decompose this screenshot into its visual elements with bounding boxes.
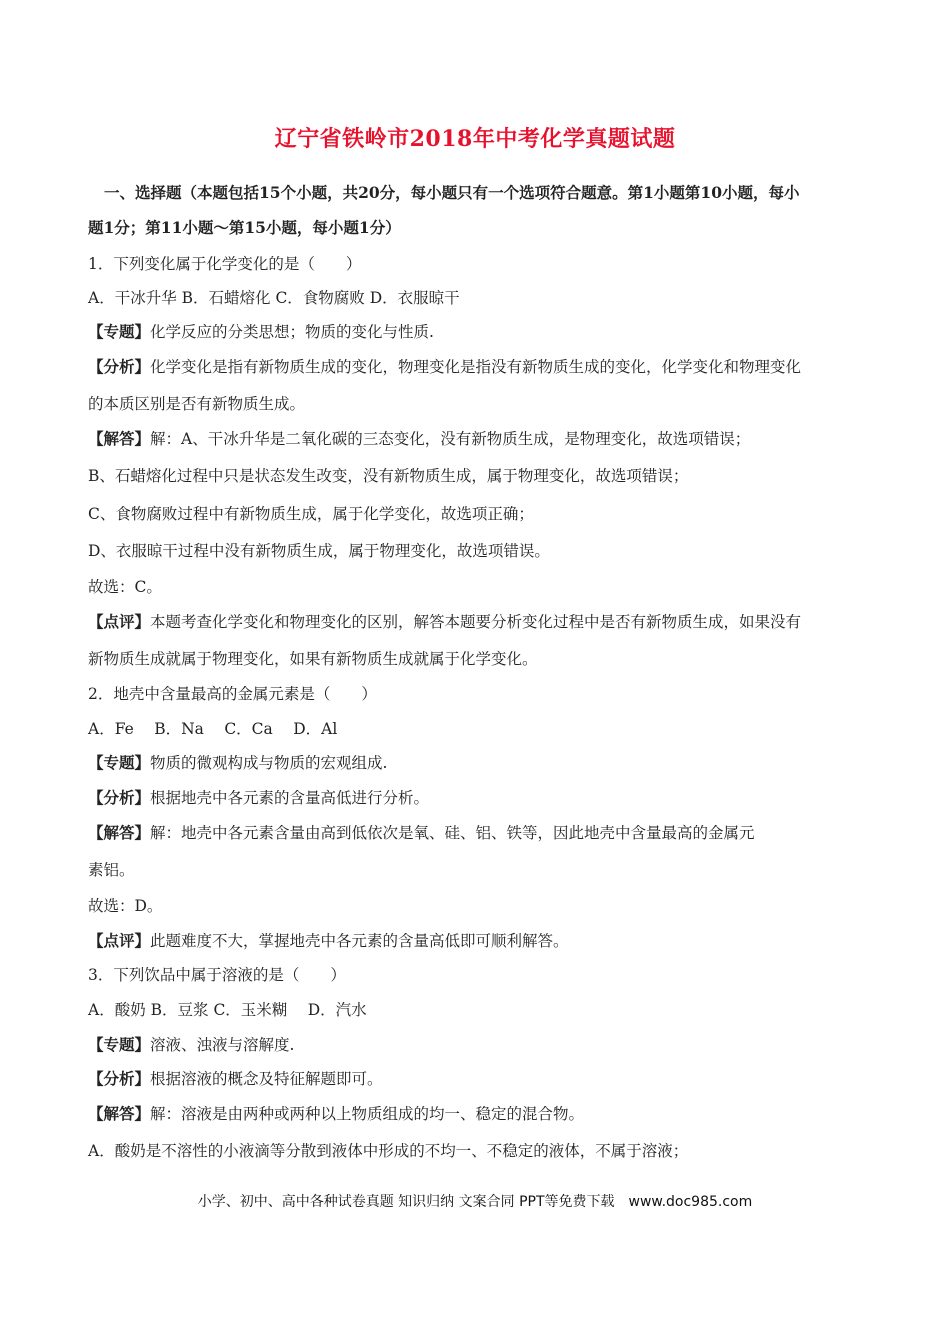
q2-choice: 故选：D。 [88,897,163,915]
q1-answer-tag: 【解答】 [88,429,151,448]
q1-analysis-tag: 【分析】 [88,357,151,376]
q1-analysis-line-1 [88,356,878,378]
q1-stem: 1．下列变化属于化学变化的是（ ） [88,255,362,273]
q3-analysis-text: 根据溶液的概念及特征解题即可。 [150,1070,383,1088]
section-heading-line-2: 题1分；第11小题～第15小题，每小题1分） [88,218,401,237]
q1-answer-line-2: B、石蜡熔化过程中只是状态发生改变，没有新物质生成，属于物理变化，故选项错误； [88,467,689,485]
q2-answer-line-1 [88,822,878,844]
q3-topic-text: 溶液、浊液与溶解度. [150,1036,295,1054]
q2-options: A．Fe B．Na C．Ca D．Al [88,720,338,738]
q2-comment [88,930,878,952]
q3-answer [88,1103,878,1125]
q1-options: A．干冰升华 B．石蜡熔化 C．食物腐败 D．衣服晾干 [88,289,460,307]
q1-comment-text: 本题考查化学变化和物理变化的区别，解答本题要分析变化过程中是否有新物质生成，如果没有 [150,613,802,631]
q2-answer-line-2: 素铝。 [88,861,135,879]
q2-topic-text: 物质的微观构成与物质的宏观组成. [150,754,388,772]
q2-answer-text: 解：地壳中各元素含量由高到低依次是氧、硅、铝、铁等，因此地壳中含量最高的金属元 [150,824,755,842]
q1-answer-line-4: D、衣服晾干过程中没有新物质生成，属于物理变化，故选项错误。 [88,542,550,560]
page-footer: 小学、初中、高中各种试卷真题 知识归纳 文案合同 PPT等免费下载 www.doc985.com [197,1194,753,1210]
section-heading-line-1: 一、选择题（本题包括15个小题，共20分，每小题只有一个选项符合题意。第1小题第10小题，每小 [104,183,800,202]
q3-answer-tag: 【解答】 [88,1104,151,1123]
q3-analysis-tag: 【分析】 [88,1069,151,1088]
q1-comment-line-2: 新物质生成就属于物理变化，如果有新物质生成就属于化学变化。 [88,650,538,668]
q3-answer-text: 解：溶液是由两种或两种以上物质组成的均一、稳定的混合物。 [150,1105,585,1123]
q1-analysis-line-2: 的本质区别是否有新物质生成。 [88,395,306,413]
q3-analysis [88,1068,878,1090]
q1-comment-tag: 【点评】 [88,612,151,631]
q1-comment-line-1 [88,611,878,633]
q2-comment-text: 此题难度不大，掌握地壳中各元素的含量高低即可顺利解答。 [150,932,569,950]
q1-answer-line-3: C、食物腐败过程中有新物质生成，属于化学变化，故选项正确； [88,505,534,523]
q1-analysis-text: 化学变化是指有新物质生成的变化，物理变化是指没有新物质生成的变化，化学变化和物理变化 [150,358,802,376]
q2-answer-tag: 【解答】 [88,823,151,842]
q1-answer-text: 解：A、干冰升华是二氧化碳的三态变化，没有新物质生成，是物理变化，故选项错误； [150,430,751,448]
q2-analysis-text: 根据地壳中各元素的含量高低进行分析。 [150,789,430,807]
q2-topic-tag: 【专题】 [88,753,151,772]
q3-options: A．酸奶 B．豆浆 C．玉米糊 D．汽水 [88,1001,367,1019]
q1-topic-text: 化学反应的分类思想；物质的变化与性质. [150,323,434,341]
q3-answer-option-a: A．酸奶是不溶性的小液滴等分散到液体中形成的不均一、不稳定的液体，不属于溶液； [88,1142,689,1160]
q2-topic [88,752,878,774]
q2-comment-tag: 【点评】 [88,931,151,950]
page-title: 辽宁省铁岭市2018年中考化学真题试题 [274,126,676,152]
q1-answer-line-1 [88,428,878,450]
q3-stem: 3．下列饮品中属于溶液的是（ ） [88,966,346,984]
q2-analysis-tag: 【分析】 [88,788,151,807]
q2-analysis [88,787,878,809]
q1-topic [88,321,878,343]
q3-topic-tag: 【专题】 [88,1035,151,1054]
q1-choice: 故选：C。 [88,578,162,596]
q1-topic-tag: 【专题】 [88,322,151,341]
q2-stem: 2．地壳中含量最高的金属元素是（ ） [88,685,377,703]
q3-topic [88,1034,878,1056]
